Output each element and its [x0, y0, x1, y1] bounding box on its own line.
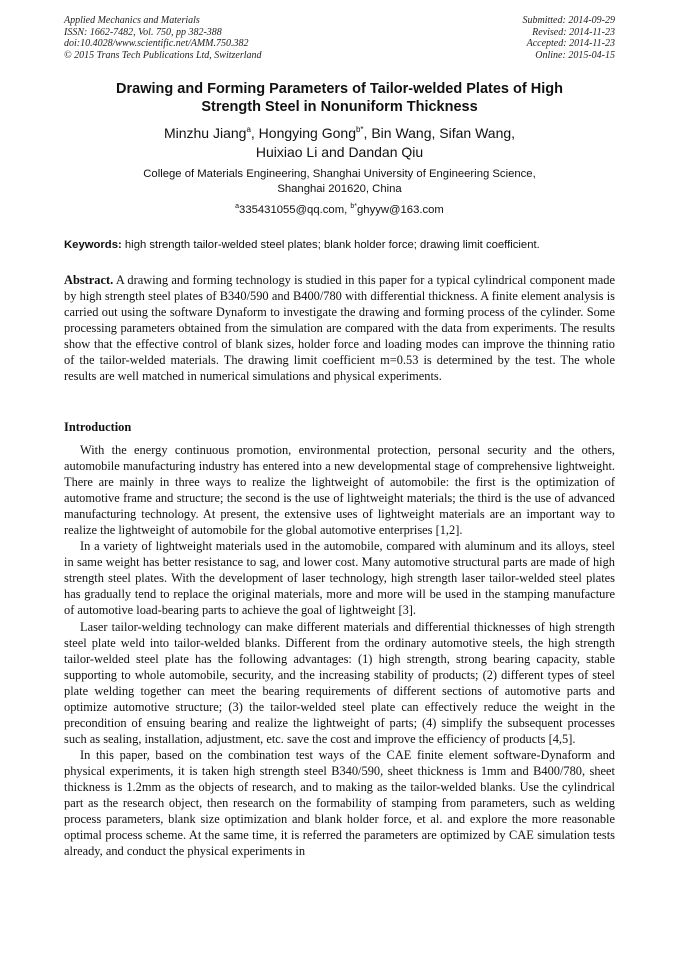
abstract [64, 272, 615, 384]
keywords-label: Keywords: [64, 239, 122, 251]
date-revised: Revised: 2014-11-23 [532, 26, 615, 38]
authors-line-1 [64, 124, 615, 143]
journal-header [64, 15, 262, 61]
author-2-affil: b* [355, 125, 364, 134]
title-line-1: Drawing and Forming Parameters of Tailor-welded Plates of High [116, 81, 563, 97]
author-1: Minzhu Jiang [163, 125, 247, 141]
introduction-body [64, 442, 615, 859]
journal-issn: ISSN: 1662-7482, Vol. 750, pp 382-388 [64, 26, 222, 38]
abstract-label: Abstract. [64, 273, 114, 287]
title-line-2: Strength Steel in Nonuniform Thickness [201, 99, 478, 115]
author-2: , Hongying Gong [250, 125, 356, 141]
author-list [64, 124, 615, 162]
email-1: 335431055@qq.com, [239, 204, 351, 216]
dates-header [523, 15, 616, 61]
email-2-marker: b* [350, 203, 358, 210]
email-2: ghyyw@163.com [357, 204, 444, 216]
intro-paragraph-4: In this paper, based on the combination test ways of the CAE finite element software-Dynaform and physical experiments, it is taken high strength steel B340/590, sheet thickness is 1mm and B400/780, sheet thickness is 1.2mm as the objects of research, and to making as the tailor-welded blanks. Use the cylindrical part as the research object, then research on the formability of stamping from parameters, such as welding process parameters, blank size optimization and blank holder force, et al. and explore the more reasonable optimal process scheme. At the same time, it is referred the parameters are optimized by CAE simulation tests already, and conduct the physical experiments in [64, 747, 615, 859]
keywords [64, 238, 615, 252]
journal-doi: doi:10.4028/www.scientific.net/AMM.750.382 [64, 38, 249, 49]
affiliation [64, 167, 615, 197]
author-1-affil: a [246, 125, 251, 134]
paper-title [64, 80, 615, 116]
abstract-text: A drawing and forming technology is studied in this paper for a typical cylindrical component made by high strength steel plates of B340/590 and B400/780 with differential thickness. A finite element analysis is carried out using the software Dynaform to investigate the drawing and forming process of the cylinder. Some processing parameters obtained from the simulation are compared with the data from experiments. The results show that the effective control of blank sizes, holder force and loading modes can improve the thinning ratio of the tailor-welded materials. The drawing limit coefficient m=0.53 is determined by the test. The whole results are well matched in numerical simulations and physical experiments. [64, 273, 615, 384]
journal-name: Applied Mechanics and Materials [64, 15, 200, 26]
journal-copyright: © 2015 Trans Tech Publications Ltd, Switzerland [64, 49, 262, 61]
author-emails [64, 203, 615, 217]
affiliation-line-1: College of Materials Engineering, Shanghai University of Engineering Science, [143, 168, 536, 180]
email-1-marker: a [235, 203, 240, 210]
intro-paragraph-2: In a variety of lightweight materials used in the automobile, compared with aluminum and its alloys, steel in same weight has better resistance to sag, and lower cost. Many automotive structural parts are made of high strength steel plates. With the development of laser technology, high strength laser tailor-welded steel plates has gradually tend to replace the original materials, more and more will be used in the stamping manufacture of automotive load-bearing parts to achieve the goal of lightweight [3]. [64, 539, 615, 618]
date-submitted: Submitted: 2014-09-29 [522, 15, 615, 26]
section-heading-introduction: Introduction [64, 420, 132, 434]
date-accepted: Accepted: 2014-11-23 [526, 38, 615, 49]
authors-rest: , Bin Wang, Sifan Wang, [363, 125, 516, 141]
intro-paragraph-1: With the energy continuous promotion, environmental protection, personal security and the others, automobile manufacturing industry has entered into a new developmental stage of comprehensive lightweight. There are mainly in three ways to realize the lightweight of automobile: the first is the optimization of automotive frame and structure; the second is the use of lightweight materials; the third is the use of advanced manufacturing technology. At present, the extensive uses of lightweight materials are an important way to realize the lightweight of automobile for the global automotive enterprises [1,2]. [64, 443, 615, 538]
intro-paragraph-3: Laser tailor-welding technology can make different materials and differential thicknesses of high strength steel plate weld into tailor-welded blanks. Different from the ordinary automotive steels, the high strength tailor-welded steel plate has the following advantages: (1) high strength, strong bearing capacity, stable supporting to whole automobile, security, and the increasing stability of products; (2) different types of steel plate welding together can meet the bearing requirements of different sections of automotive parts and optimize automotive structure; (3) the tailor-welded steel plate can effectively reduce the weight in the precondition of ensuing bearing and realize the lightweight of parts; (4) simplify the subsequent processes such as sealing, installation, adjustment, etc. save the cost and improve the efficiency of products [4,5]. [64, 619, 615, 746]
keywords-text: high strength tailor-welded steel plates; blank holder force; drawing limit coefficient. [121, 239, 540, 251]
date-online: Online: 2015-04-15 [535, 49, 615, 61]
authors-line-2: Huixiao Li and Dandan Qiu [255, 144, 424, 160]
affiliation-line-2: Shanghai 201620, China [277, 183, 402, 195]
